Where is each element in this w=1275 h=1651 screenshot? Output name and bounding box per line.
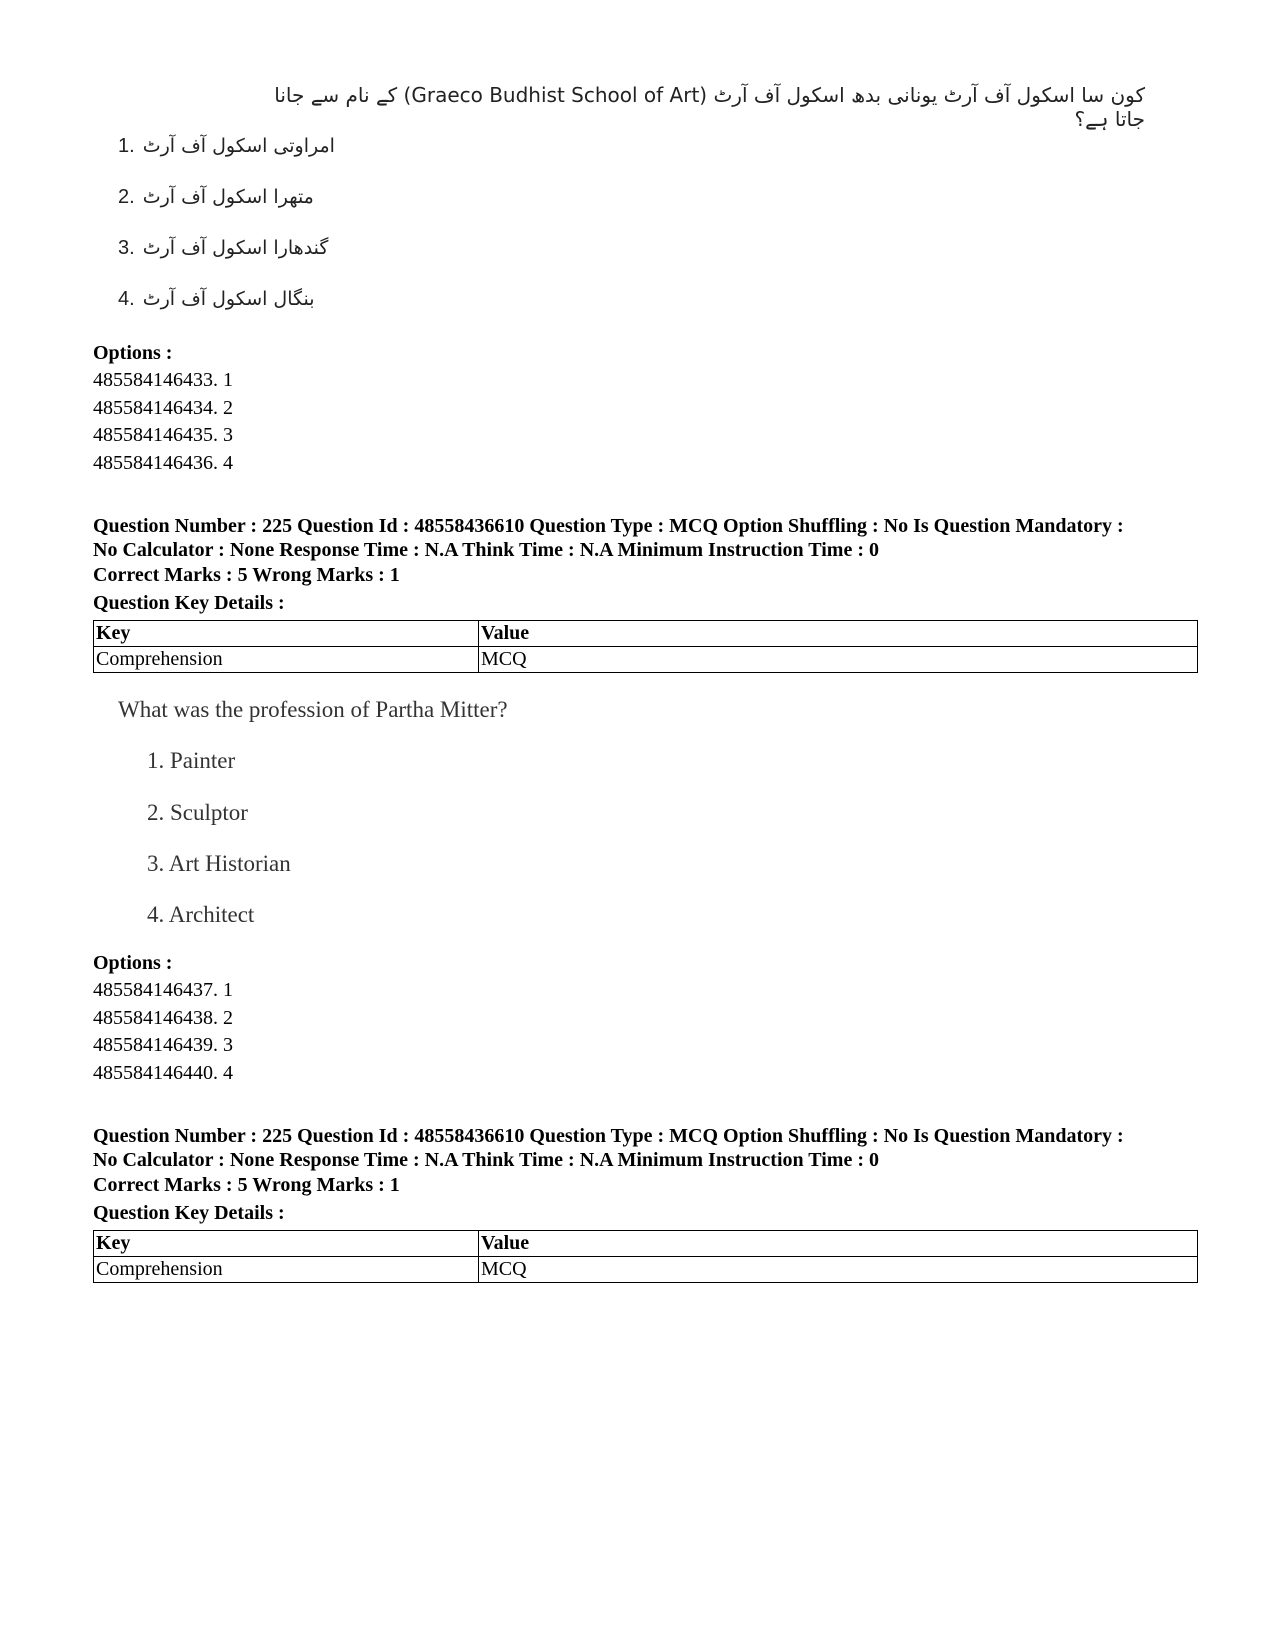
question-meta xyxy=(93,514,1203,562)
question-meta-line1: Question Number : 225 Question Id : 48558436610 Question Type : MCQ Option Shuffling : No Is Question Mandatory : xyxy=(93,515,1124,537)
option-id-line: 485584146434. 2 xyxy=(93,397,233,419)
urdu-choice-2 xyxy=(118,186,418,209)
table-header-value: Value xyxy=(479,1231,1198,1257)
choice-text: امراوتی اسکول آف آرٹ xyxy=(142,135,335,157)
choice-text: متھرا اسکول آف آرٹ xyxy=(142,186,314,208)
choice-number: 1. xyxy=(118,135,135,157)
table-cell-value: MCQ xyxy=(479,1257,1198,1283)
question-meta xyxy=(93,1124,1203,1172)
table-cell-key: Comprehension xyxy=(94,1257,479,1283)
choice-number: 3. xyxy=(118,237,135,259)
question-text: What was the profession of Partha Mitter? xyxy=(118,697,508,722)
choice-text: گندھارا اسکول آف آرٹ xyxy=(142,237,329,259)
choice-number: 4. xyxy=(118,288,135,310)
marks-line: Correct Marks : 5 Wrong Marks : 1 xyxy=(93,1174,400,1196)
question-choice: 1. Painter xyxy=(147,748,236,773)
marks-line: Correct Marks : 5 Wrong Marks : 1 xyxy=(93,564,400,586)
table-header-row xyxy=(94,621,1198,647)
question-meta-line2: No Calculator : None Response Time : N.A Think Time : N.A Minimum Instruction Time : 0 xyxy=(93,1149,879,1171)
key-details-label: Question Key Details : xyxy=(93,1202,285,1224)
option-id-line: 485584146433. 1 xyxy=(93,369,233,391)
table-cell-value: MCQ xyxy=(479,647,1198,673)
urdu-choice-3 xyxy=(118,237,418,260)
table-header-key: Key xyxy=(94,621,479,647)
question-meta-line2: No Calculator : None Response Time : N.A Think Time : N.A Minimum Instruction Time : 0 xyxy=(93,539,879,561)
choice-text: بنگال اسکول آف آرٹ xyxy=(142,288,315,310)
question-choice: 4. Architect xyxy=(147,902,255,927)
urdu-choice-1 xyxy=(118,135,418,158)
table-header-row xyxy=(94,1231,1198,1257)
question-choice: 3. Art Historian xyxy=(147,851,291,876)
table-header-value: Value xyxy=(479,621,1198,647)
option-id-line: 485584146438. 2 xyxy=(93,1007,233,1029)
option-id-line: 485584146435. 3 xyxy=(93,424,233,446)
question-choice: 2. Sculptor xyxy=(147,800,248,825)
choice-number: 2. xyxy=(118,186,135,208)
option-id-line: 485584146440. 4 xyxy=(93,1062,233,1084)
option-id-line: 485584146437. 1 xyxy=(93,979,233,1001)
urdu-question-text: کون سا اسکول آف آرٹ یونانی بدھ اسکول آف آرٹ (Graeco Budhist School of Art) کے نام سے جانا جاتا ہے؟ xyxy=(274,83,1145,131)
table-row xyxy=(94,1257,1198,1283)
table-cell-key: Comprehension xyxy=(94,647,479,673)
question-meta-line1: Question Number : 225 Question Id : 48558436610 Question Type : MCQ Option Shuffling : No Is Question Mandatory : xyxy=(93,1125,1124,1147)
option-id-line: 485584146439. 3 xyxy=(93,1034,233,1056)
options-label: Options : xyxy=(93,952,173,974)
option-id-line: 485584146436. 4 xyxy=(93,452,233,474)
table-row xyxy=(94,647,1198,673)
key-details-table xyxy=(93,620,1198,673)
options-label: Options : xyxy=(93,342,173,364)
key-details-table xyxy=(93,1230,1198,1283)
table-header-key: Key xyxy=(94,1231,479,1257)
urdu-choice-4 xyxy=(118,288,418,311)
key-details-label: Question Key Details : xyxy=(93,592,285,614)
